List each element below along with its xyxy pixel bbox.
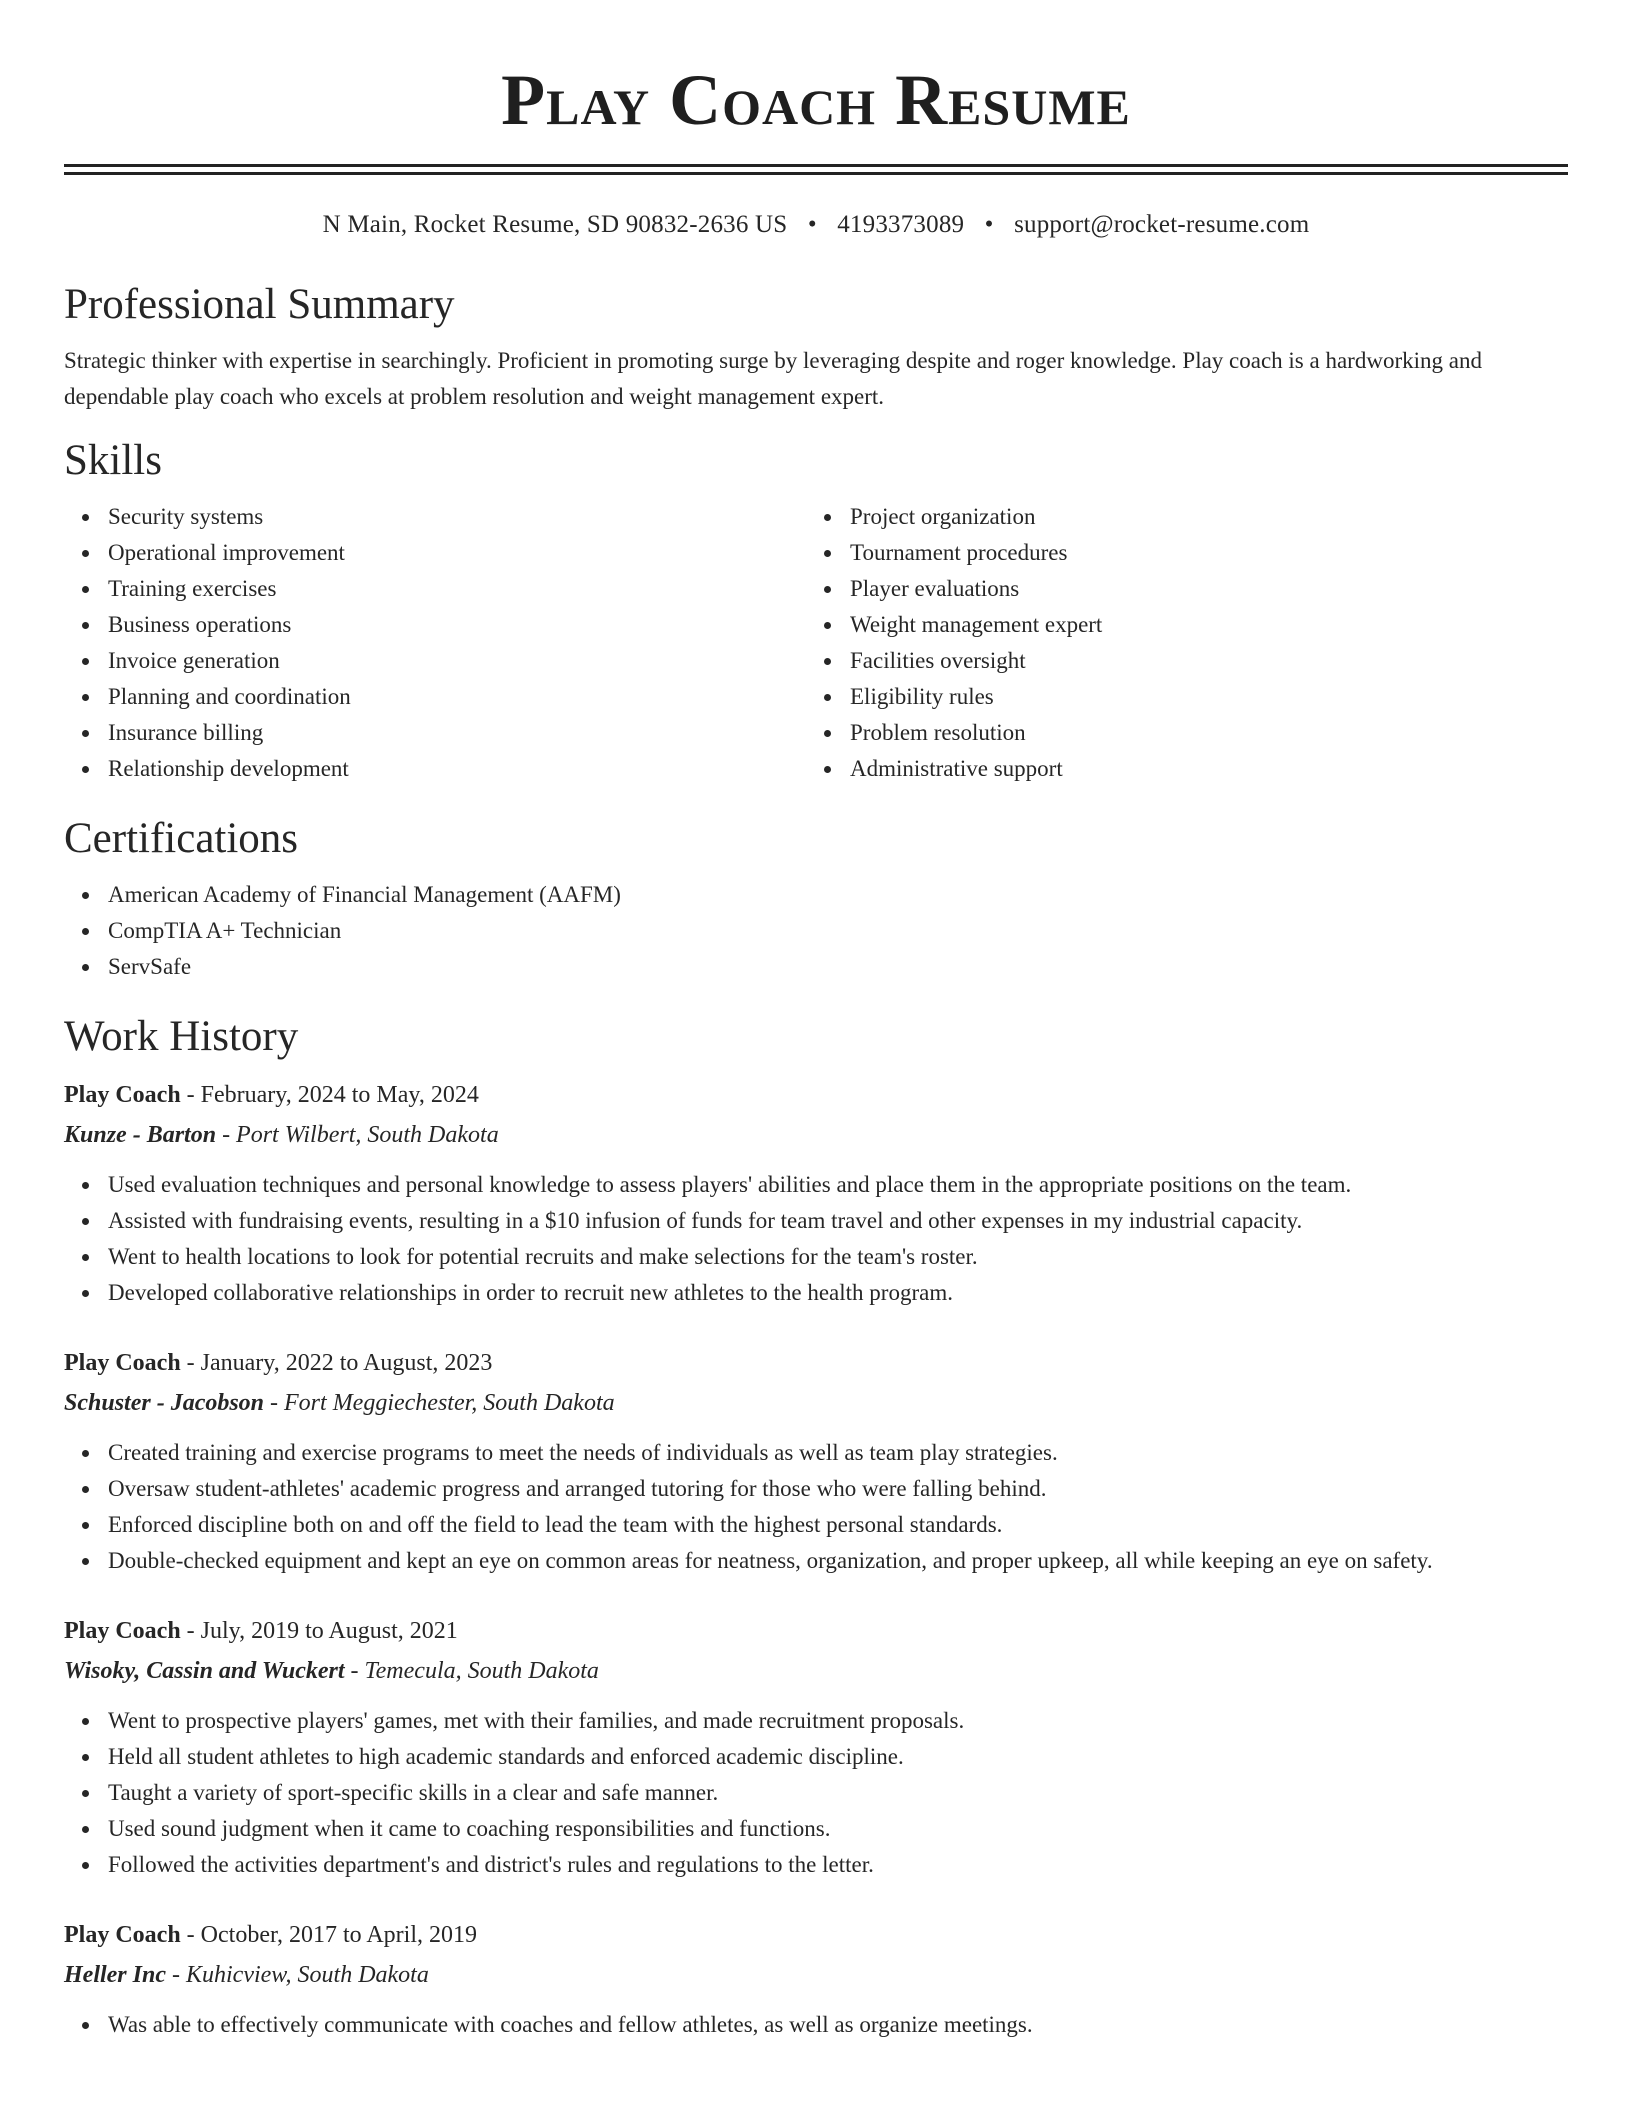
certifications-list xyxy=(64,877,1568,985)
job-entry xyxy=(64,1915,1568,2043)
contact-line xyxy=(64,209,1568,241)
job-company: Heller Inc xyxy=(64,1962,166,1988)
contact-phone: 4193373089 xyxy=(837,211,965,238)
work-heading: Work History xyxy=(64,1013,299,1060)
job-bullet: Taught a variety of sport-specific skills in a clear and safe manner. xyxy=(64,1775,1568,1811)
job-company: Kunze - Barton xyxy=(64,1122,217,1148)
job-bullet: Went to health locations to look for potential recruits and make selections for the team's roster. xyxy=(64,1239,1568,1275)
job-dates: - February, 2024 to May, 2024 xyxy=(180,1082,479,1108)
skill-item: Training exercises xyxy=(64,571,806,607)
job-employer xyxy=(64,1955,1568,1995)
certification-item: CompTIA A+ Technician xyxy=(64,913,1568,949)
summary-text: Strategic thinker with expertise in searchingly. Proficient in promoting surge by leveraging despite and roger knowledge. Play coach is a hardworking and dependable play coach who excels at problem resolution and weight management expert. xyxy=(64,348,1482,409)
summary-heading: Professional Summary xyxy=(64,281,455,328)
job-header xyxy=(64,1611,1568,1651)
job-bullets xyxy=(64,1435,1568,1579)
summary-section xyxy=(64,279,1568,415)
job-bullet: Double-checked equipment and kept an eye on common areas for neatness, organization, and proper upkeep, all while keeping an eye on safety. xyxy=(64,1543,1568,1579)
skill-item: Relationship development xyxy=(64,751,806,787)
skill-item: Invoice generation xyxy=(64,643,806,679)
skills-heading: Skills xyxy=(64,437,162,484)
job-bullets xyxy=(64,1703,1568,1883)
skill-item: Problem resolution xyxy=(806,715,1548,751)
skill-item: Insurance billing xyxy=(64,715,806,751)
job-location: - Fort Meggiechester, South Dakota xyxy=(264,1390,615,1416)
job-bullet: Was able to effectively communicate with coaches and fellow athletes, as well as organize meetings. xyxy=(64,2007,1568,2043)
job-title: Play Coach xyxy=(64,1618,181,1644)
job-bullet: Used evaluation techniques and personal knowledge to assess players' abilities and place them in the appropriate positions on the team. xyxy=(64,1167,1568,1203)
job-entry xyxy=(64,1075,1568,1311)
work-section xyxy=(64,1011,1568,2043)
job-bullets xyxy=(64,1167,1568,1311)
work-history-list xyxy=(64,1075,1568,2043)
job-title: Play Coach xyxy=(64,1350,181,1376)
contact-separator: • xyxy=(807,211,817,238)
certification-item: American Academy of Financial Management (AAFM) xyxy=(64,877,1568,913)
contact-separator: • xyxy=(984,211,994,238)
skill-item: Security systems xyxy=(64,499,806,535)
job-employer xyxy=(64,1651,1568,1691)
skill-item: Operational improvement xyxy=(64,535,806,571)
job-title: Play Coach xyxy=(64,1922,181,1948)
skills-list-left xyxy=(64,499,806,787)
skill-item: Tournament procedures xyxy=(806,535,1548,571)
skill-item: Planning and coordination xyxy=(64,679,806,715)
job-bullets xyxy=(64,2007,1568,2043)
job-bullet: Developed collaborative relationships in order to recruit new athletes to the health program. xyxy=(64,1275,1568,1311)
skill-item: Project organization xyxy=(806,499,1548,535)
job-bullet: Followed the activities department's and district's rules and regulations to the letter. xyxy=(64,1847,1568,1883)
job-bullet: Created training and exercise programs to meet the needs of individuals as well as team play strategies. xyxy=(64,1435,1568,1471)
job-location: - Port Wilbert, South Dakota xyxy=(216,1122,499,1148)
title-divider xyxy=(64,164,1568,175)
job-company: Wisoky, Cassin and Wuckert xyxy=(64,1658,345,1684)
certifications-section xyxy=(64,813,1568,985)
job-bullet: Held all student athletes to high academic standards and enforced academic discipline. xyxy=(64,1739,1568,1775)
job-location: - Temecula, South Dakota xyxy=(344,1658,599,1684)
job-bullet: Went to prospective players' games, met with their families, and made recruitment proposals. xyxy=(64,1703,1568,1739)
job-bullet: Oversaw student-athletes' academic progress and arranged tutoring for those who were falling behind. xyxy=(64,1471,1568,1507)
job-employer xyxy=(64,1115,1568,1155)
job-dates: - January, 2022 to August, 2023 xyxy=(180,1350,493,1376)
page-title: Play Coach Resume xyxy=(501,60,1131,140)
contact-address: N Main, Rocket Resume, SD 90832-2636 US xyxy=(322,211,788,238)
job-entry xyxy=(64,1611,1568,1883)
skill-item: Business operations xyxy=(64,607,806,643)
job-entry xyxy=(64,1343,1568,1579)
skill-item: Eligibility rules xyxy=(806,679,1548,715)
job-header xyxy=(64,1075,1568,1115)
job-bullet: Assisted with fundraising events, resulting in a $10 infusion of funds for team travel and other expenses in my industrial capacity. xyxy=(64,1203,1568,1239)
job-dates: - July, 2019 to August, 2021 xyxy=(180,1618,458,1644)
job-dates: - October, 2017 to April, 2019 xyxy=(180,1922,478,1948)
skill-item: Facilities oversight xyxy=(806,643,1548,679)
skills-list-right xyxy=(806,499,1548,787)
contact-email[interactable]: support@rocket-resume.com xyxy=(1014,211,1310,238)
skills-section xyxy=(64,435,1568,787)
job-location: - Kuhicview, South Dakota xyxy=(166,1962,429,1988)
job-company: Schuster - Jacobson xyxy=(64,1390,265,1416)
certifications-heading: Certifications xyxy=(64,815,299,862)
skill-item: Weight management expert xyxy=(806,607,1548,643)
job-employer xyxy=(64,1383,1568,1423)
skills-columns xyxy=(64,499,1568,787)
certification-item: ServSafe xyxy=(64,949,1568,985)
job-title: Play Coach xyxy=(64,1082,181,1108)
job-header xyxy=(64,1343,1568,1383)
skill-item: Player evaluations xyxy=(806,571,1548,607)
job-header xyxy=(64,1915,1568,1955)
job-bullet: Used sound judgment when it came to coaching responsibilities and functions. xyxy=(64,1811,1568,1847)
job-bullet: Enforced discipline both on and off the field to lead the team with the highest personal standards. xyxy=(64,1507,1568,1543)
skill-item: Administrative support xyxy=(806,751,1548,787)
